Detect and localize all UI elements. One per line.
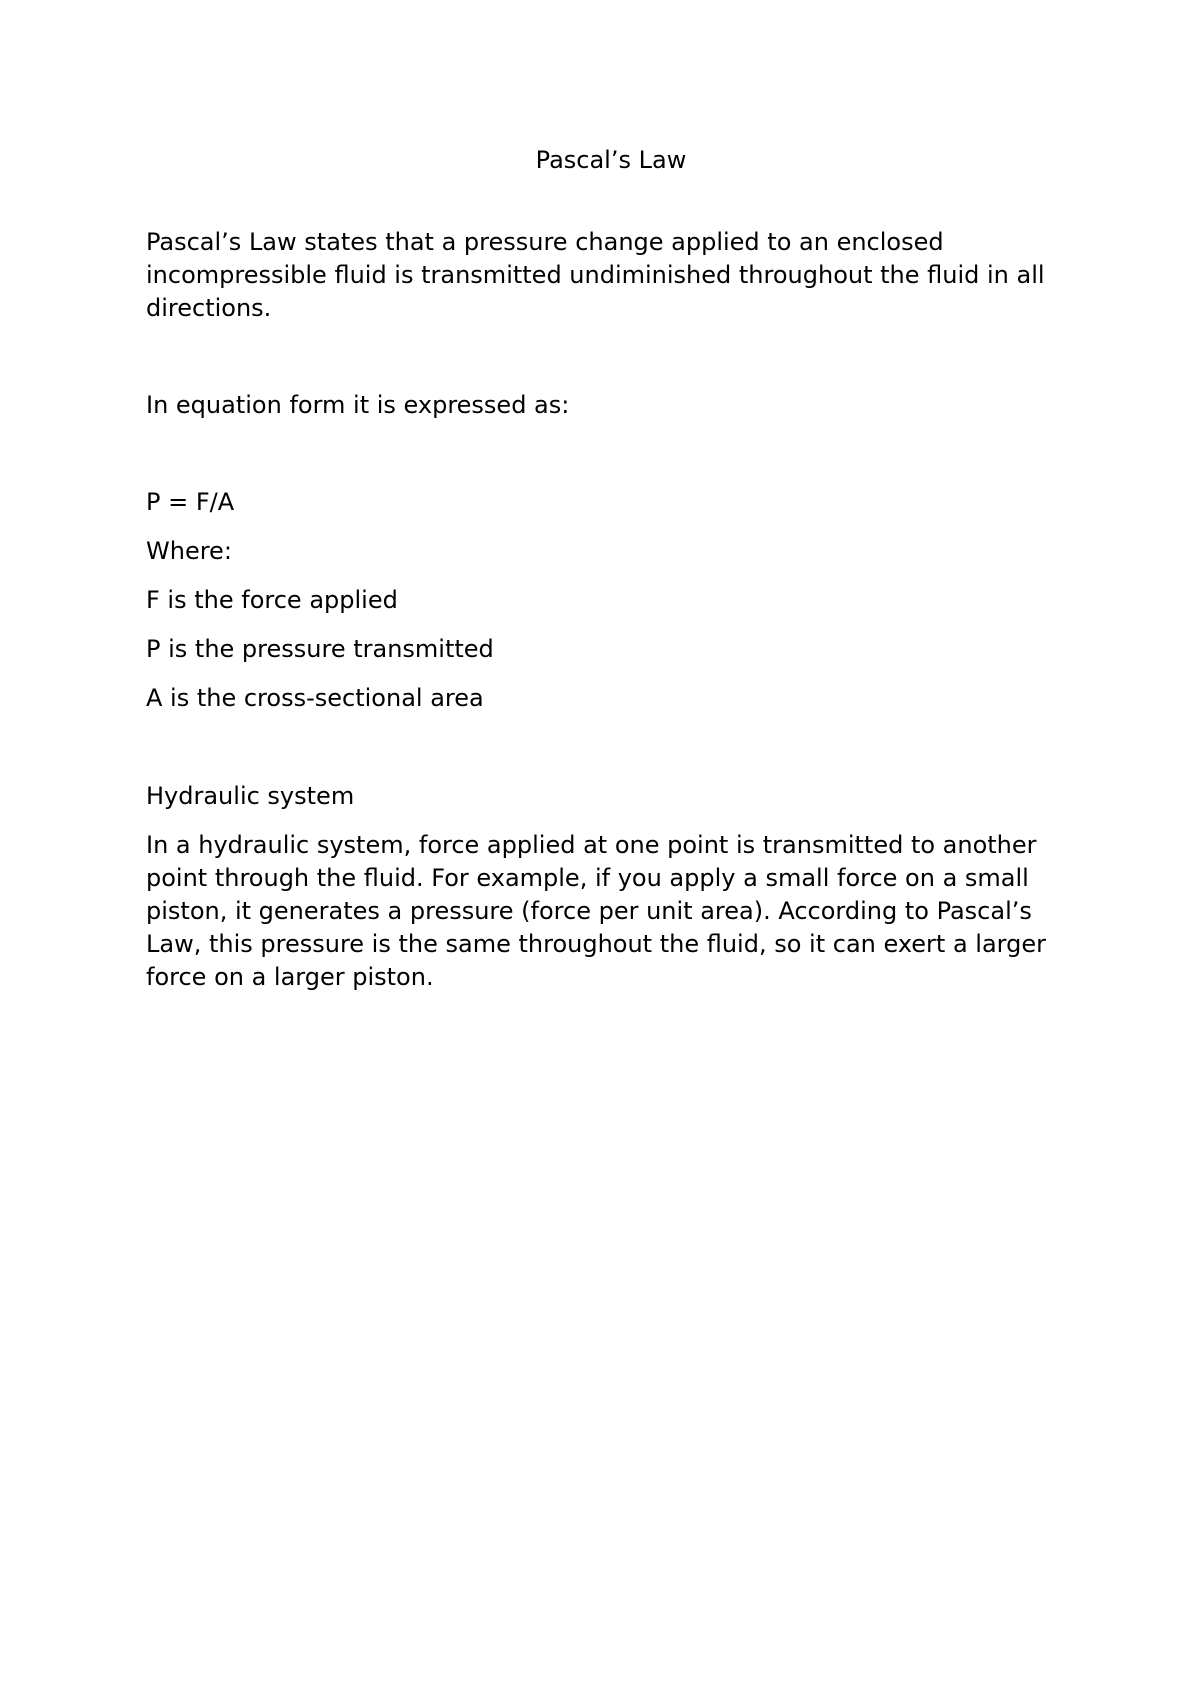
definition-area: A is the cross-sectional area <box>146 684 484 712</box>
section-heading: Hydraulic system <box>146 782 355 810</box>
equation-intro: In equation form it is expressed as: <box>146 391 570 419</box>
section-body: In a hydraulic system, force applied at one point is transmitted to another point through the fluid. For example, if you apply a small force on a small piston, it generates a pressure (force per unit area). According to Pascal’s Law, this pressure is the same throughout the fluid, so it can exert a larger force on a larger piston. <box>146 831 1046 991</box>
document-content <box>146 144 1076 994</box>
intro-paragraph: Pascal’s Law states that a pressure change applied to an enclosed incompressible fluid is transmitted undiminished throughout the fluid in all directions. <box>146 228 1045 322</box>
definition-pressure: P is the pressure transmitted <box>146 635 494 663</box>
definition-force: F is the force applied <box>146 586 398 614</box>
document-title: Pascal’s Law <box>535 146 687 174</box>
equation: P = F/A <box>146 488 235 516</box>
where-label: Where: <box>146 537 232 565</box>
